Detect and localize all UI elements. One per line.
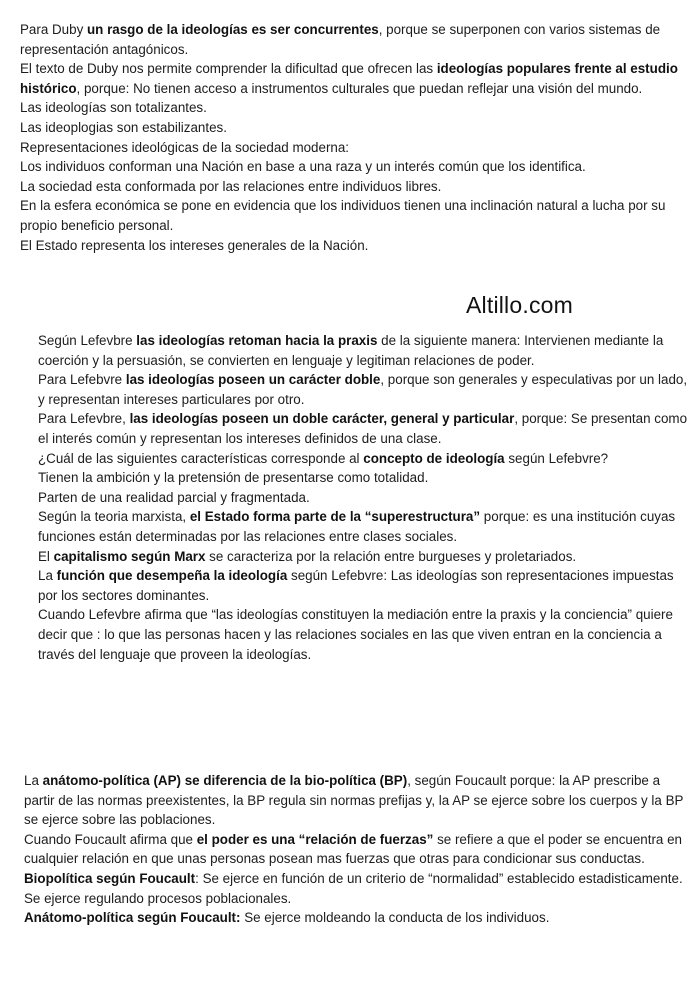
text-run: , porque se superponen con varios sistemas de representación antagónicos.	[20, 22, 661, 57]
bold-term: un rasgo de la ideologías es ser concurrentes	[87, 22, 379, 37]
paragraph	[20, 138, 685, 158]
paragraph	[24, 869, 684, 889]
paragraph	[38, 468, 690, 488]
bold-term: las ideologías poseen un doble carácter, general y particular	[129, 411, 515, 427]
text-run: Según la teoria marxista,	[38, 509, 190, 525]
paragraph	[38, 409, 690, 448]
text-run: Tienen la ambición y la pretensión de presentarse como totalidad.	[38, 470, 429, 486]
text-run: , porque: Se presentan como el interés común y representan los intereses definidos de una clase.	[38, 411, 688, 446]
text-run: Cuando Foucault afirma que	[24, 831, 197, 847]
text-run: Se ejerce moldeando la conducta de los individuos.	[240, 910, 550, 926]
text-run: : Se ejerce en función de un criterio de “normalidad” establecido estadisticamente.	[195, 870, 683, 886]
text-run: Para Duby	[20, 22, 87, 37]
text-run: Representaciones ideológicas de la sociedad moderna:	[20, 139, 350, 155]
text-run: , porque son generales y especulativas por un lado, y representan intereses particulares por otro.	[38, 372, 688, 407]
text-run: En la esfera económica se pone en evidencia que los individuos tienen una inclinación natural a lucha por su propio beneficio personal.	[20, 198, 666, 233]
text-run: Según Lefevbre	[38, 333, 137, 348]
text-run: , según Foucault porque: la AP prescribe a partir de las normas preexistentes, la BP regula sin normas prefijas y, la AP se ejerce sobre los cuerpos y la BP se ejerce sobre las poblaciones.	[24, 773, 684, 828]
text-run: Para Lefevbre,	[38, 411, 130, 427]
text-run: se refiere a que el poder se encuentra en cualquier relación en que unas personas posean mas fuerzas que otras para condicionar sus conductas.	[24, 831, 682, 867]
bold-term: Biopolítica según Foucault	[24, 870, 196, 886]
bold-term: anátomo-política (AP) se diferencia de la bio-política (BP)	[42, 773, 408, 788]
paragraph	[24, 889, 684, 909]
bold-term: ideologías populares frente al estudio histórico	[20, 61, 678, 96]
text-run: La	[24, 773, 43, 788]
paragraph	[38, 488, 690, 508]
paragraph	[38, 547, 690, 567]
paragraph	[20, 157, 685, 177]
text-run: de la siguiente manera: Intervienen mediante la coerción y la persuasión, se convierten en lenguaje y legitiman relaciones de poder.	[38, 333, 664, 368]
paragraph	[24, 908, 684, 928]
bold-term: las ideologías retoman hacia la praxis	[136, 333, 378, 348]
paragraph	[20, 20, 685, 59]
text-run: La	[38, 568, 57, 584]
bold-term: concepto de ideología	[363, 450, 505, 466]
bold-term: función que desempeña la ideología	[56, 568, 288, 584]
text-run: se caracteriza por la relación entre burgueses y proletariados.	[205, 548, 577, 564]
text-run: El Estado representa los intereses generales de la Nación.	[20, 237, 369, 253]
paragraph	[20, 98, 685, 118]
paragraph	[38, 507, 690, 546]
section-foucault-power	[24, 771, 684, 928]
paragraph	[38, 605, 690, 664]
watermark-text: Altillo.com	[466, 292, 574, 318]
bold-term: el poder es una “relación de fuerzas”	[196, 831, 434, 847]
bold-term: el Estado forma parte de la “superestructura”	[189, 509, 481, 525]
section-duby-ideologies	[20, 20, 685, 255]
text-run: Cuando Lefevbre afirma que “las ideologías constituyen la mediación entre la praxis y la conciencia” quiere decir que : lo que las personas hacen y las relaciones sociales en las que viven entran en la conciencia a través del lenguaje que proveen la ideologías.	[38, 607, 673, 662]
text-run: La sociedad esta conformada por las relaciones entre individuos libres.	[20, 178, 442, 194]
text-run: El texto de Duby nos permite comprender la dificultad que ofrecen las	[20, 61, 437, 77]
paragraph	[38, 370, 690, 409]
paragraph	[24, 771, 684, 830]
paragraph	[38, 331, 690, 370]
text-run: Las ideoplogias son estabilizantes.	[20, 119, 227, 135]
bold-term: las ideologías poseen un carácter doble	[125, 372, 381, 388]
paragraph	[38, 449, 690, 469]
text-run: Las ideologías son totalizantes.	[20, 100, 207, 116]
text-run: según Lefebvre?	[504, 450, 609, 466]
bold-term: Anátomo-política según Foucault:	[24, 910, 241, 926]
text-run: según Lefebvre: Las ideologías son representaciones impuestas por los sectores dominantes.	[38, 568, 674, 603]
text-run: , porque: No tienen acceso a instrumentos culturales que puedan reflejar una visión del mundo.	[76, 80, 643, 96]
text-run: Se ejerce regulando procesos poblacionales.	[24, 890, 292, 906]
paragraph	[20, 59, 685, 98]
bold-term: capitalismo según Marx	[53, 548, 206, 564]
text-run: El	[38, 548, 54, 564]
paragraph	[20, 196, 685, 235]
paragraph	[20, 118, 685, 138]
paragraph	[20, 236, 685, 256]
text-run: porque: es una institución cuyas funciones están determinadas por las relaciones entre clases sociales.	[38, 509, 676, 544]
paragraph	[20, 177, 685, 197]
section-lefebvre-ideologies	[38, 331, 690, 664]
text-run: Los individuos conforman una Nación en base a una raza y un interés común que los identifica.	[20, 159, 586, 175]
text-run: ¿Cuál de las siguientes características corresponde al	[38, 450, 364, 466]
text-run: Parten de una realidad parcial y fragmentada.	[38, 489, 310, 505]
paragraph	[24, 830, 684, 869]
text-run: Para Lefebvre	[38, 372, 126, 388]
paragraph	[38, 566, 690, 605]
